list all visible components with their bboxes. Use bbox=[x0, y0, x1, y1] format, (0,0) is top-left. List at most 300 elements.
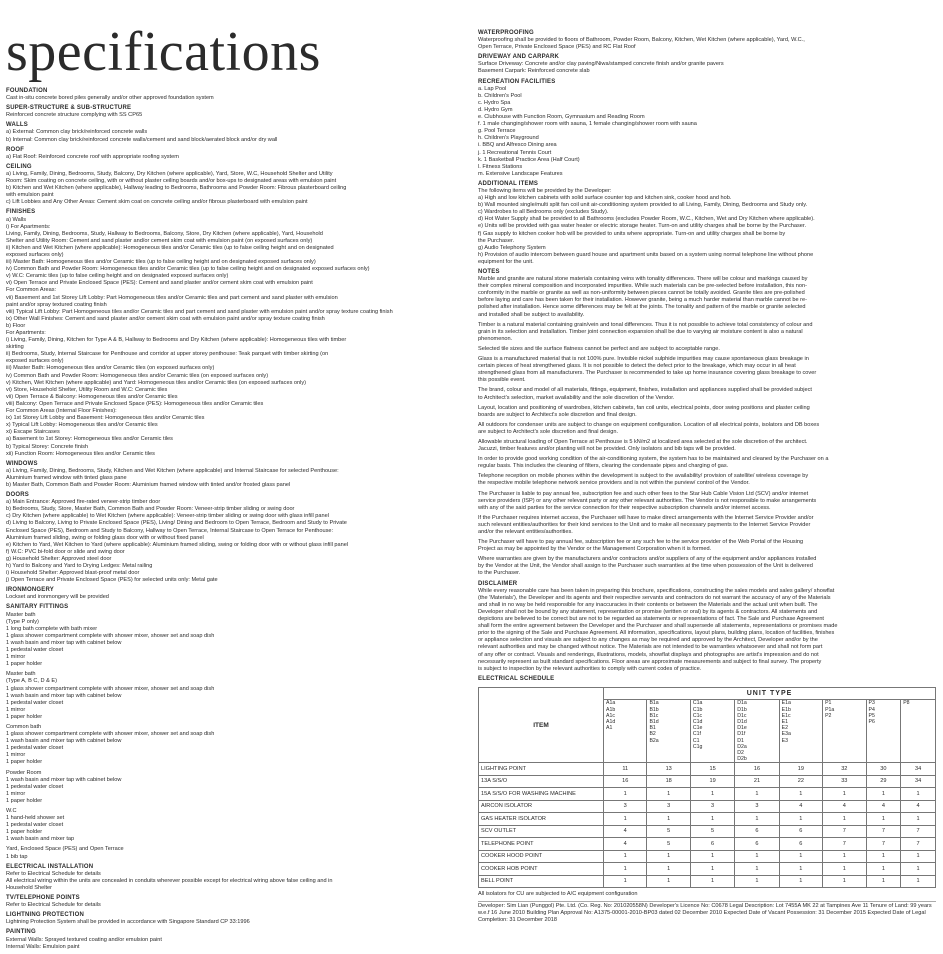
table-cell: 1 bbox=[735, 863, 779, 876]
row-item-label: AIRCON ISOLATOR bbox=[479, 800, 604, 813]
section-line: with emulsion paint bbox=[6, 192, 54, 199]
section-line: 1 paper holder bbox=[6, 797, 43, 804]
section-line: m. Extensive Landscape Features bbox=[478, 170, 563, 177]
section bbox=[6, 105, 454, 119]
section-line: d. Hydro Gym bbox=[478, 106, 513, 113]
table-cell: 1 bbox=[823, 863, 866, 876]
table-cell: 30 bbox=[866, 763, 901, 776]
table-cell: 19 bbox=[779, 763, 822, 776]
table-cell: 1 bbox=[866, 875, 901, 888]
section-line: or appliance selection and visuals are subject to any changes as may be required and approved by the Architect, Developer and/or by the bbox=[478, 637, 818, 644]
table-cell: 34 bbox=[901, 775, 936, 788]
table-cell: 16 bbox=[604, 775, 647, 788]
section-line: b) Kitchen and Wet Kitchen (where applicable), Hallway leading to Bedrooms, Bathrooms and Powder Room: Fibrous plasterboard ceiling bbox=[6, 185, 347, 192]
table-cell: 1 bbox=[823, 788, 866, 801]
section-heading: CEILING bbox=[6, 163, 32, 170]
unit-type-label: D1c bbox=[737, 712, 747, 719]
page-title: specifications bbox=[6, 21, 321, 83]
section-line: 1 pedestal water closet bbox=[6, 783, 64, 790]
table-cell: 1 bbox=[690, 813, 734, 826]
section-line: g. Pool Terrace bbox=[478, 128, 516, 135]
section-line: 1 mirror bbox=[6, 654, 26, 661]
section bbox=[478, 676, 936, 683]
section-line: and shall in no way be held responsible for any inaccuracies in their contents or between the Materials and the actual unit when built. The bbox=[478, 601, 818, 608]
developer-footer: Developer: Sim Lian (Punggol) Pte. Ltd. (Co. Reg. No: 201020558N) Developer's Licence No: C0678 Legal Description: Lot 7455A MK 22 at Tampines Ave 11 Tenure of Land: 99 years w.e.f 16 June 2010 Building Plan Approval No: A1375-00001-2010-BP03 dated 02 December 2010 Expected Date of Vacant Possession: 31 December 2015 Expected Date of Legal Completion: 31 December 2018 bbox=[478, 903, 932, 924]
table-cell: 1 bbox=[647, 813, 690, 826]
table-cell: 1 bbox=[735, 788, 779, 801]
section bbox=[478, 30, 936, 51]
table-cell: 1 bbox=[604, 863, 647, 876]
section-heading: ROOF bbox=[6, 146, 25, 153]
section-line: and/or the relevant entities/authorities. bbox=[478, 529, 573, 535]
section-line: iv) Common Bath and Powder Room: Homogeneous tiles and/or Ceramic tiles (on exposed surfaces only) bbox=[6, 372, 269, 379]
section-line: f) Gas supply to kitchen cooker hob will be provided to units where appropriate. Turn-on and utility charges shall be borne by bbox=[478, 230, 786, 237]
unit-type-label: A1 bbox=[606, 725, 613, 732]
section-line: such relevant entities/authorities for their kind services to the Unit and to make all necessary payments to the Internet Service Provider bbox=[478, 521, 811, 528]
table-cell: 1 bbox=[690, 863, 734, 876]
table-cell: 1 bbox=[647, 850, 690, 863]
unit-type-label: D2b bbox=[737, 756, 747, 763]
section-line: 1 pedestal water closet bbox=[6, 745, 64, 752]
section-line: While every reasonable care has been taken in preparing this brochure, specifications, constructing the sales models and sales gallery/ showflat bbox=[478, 587, 835, 594]
section-line: a) External: Common clay brick/reinforced concrete walls bbox=[6, 129, 148, 136]
unit-type-label: E3 bbox=[781, 737, 788, 744]
section-line: (the 'Materials'), the Developer and its agents and their respective servants and contractors do not warrant the accuracy of any of the Materials bbox=[478, 594, 831, 601]
section-heading: NOTES bbox=[478, 269, 500, 275]
table-cell: 5 bbox=[647, 838, 690, 851]
table-cell: 1 bbox=[735, 813, 779, 826]
unit-type-label: E1c bbox=[781, 712, 791, 719]
unit-type-label: B1b bbox=[649, 706, 659, 713]
table-cell: 6 bbox=[779, 838, 822, 851]
row-item-label: COOKER HOOD POINT bbox=[479, 850, 604, 863]
table-cell: 1 bbox=[647, 788, 690, 801]
table-cell: 15 bbox=[690, 763, 734, 776]
table-cell: 1 bbox=[901, 850, 936, 863]
section-heading: PAINTING bbox=[6, 929, 36, 936]
table-cell: 1 bbox=[604, 788, 647, 801]
section-line: 1 pedestal water closet bbox=[6, 822, 64, 829]
section-heading: ELECTRICAL INSTALLATION bbox=[6, 863, 94, 870]
unit-type-label: P1 bbox=[825, 700, 832, 707]
unit-type-label: D1d bbox=[737, 718, 747, 725]
section-heading: SUPER-STRUCTURE & SUB-STRUCTURE bbox=[6, 105, 132, 112]
section-line: to Architect's selection, market availability and the sole discretion of the Vendor. bbox=[478, 394, 675, 401]
table-cell: 6 bbox=[735, 838, 779, 851]
unit-type-label: A1a bbox=[606, 700, 616, 707]
section bbox=[6, 147, 454, 161]
section-line: strengthened glass from all manufacturers. The Purchaser is recommended to take up home insurance covering glass breakage to cover bbox=[478, 370, 817, 377]
right-column bbox=[478, 30, 936, 924]
section-line: a) Flat Roof: Reinforced concrete roof with appropriate roofing system bbox=[6, 153, 179, 160]
unit-type-label: D2a bbox=[737, 743, 747, 750]
table-cell: 1 bbox=[779, 875, 822, 888]
table-cell: 1 bbox=[604, 850, 647, 863]
section-line: b) Bedrooms, Study, Store, Master Bath, Common Bath and Powder Room: Veneer-strip timber sliding or swing door bbox=[6, 506, 295, 513]
unit-type-label: E1b bbox=[781, 706, 791, 713]
table-cell: 7 bbox=[901, 825, 936, 838]
section-line: are subject to Architect's sole discretion and final design. bbox=[478, 428, 619, 435]
section-line: Open Terrace, Private Enclosed Space (PES) and RC Flat Roof bbox=[478, 44, 636, 51]
section-line: h) Yard to Balcony and Yard to Drying Ledges: Metal railing bbox=[6, 563, 153, 569]
table-cell: 1 bbox=[866, 863, 901, 876]
section-line: ii) Bedrooms, Study, Internal Staircase for Penthouse and corridor at upper storey penthouse: Teak parquet with timber skirting (on bbox=[6, 351, 329, 358]
unit-type-label: D1a bbox=[737, 700, 747, 707]
unit-type-label: C1e bbox=[692, 725, 703, 732]
section-heading: RECREATION FACILITIES bbox=[478, 78, 556, 85]
section-line: vi) Open Terrace and Private Enclosed Space (PES): Cement and sand plaster and/or cement skim coat with emulsion paint bbox=[6, 280, 313, 287]
table-cell: 7 bbox=[901, 838, 936, 851]
section-line: k. 1 Basketball Practice Area (Half Court) bbox=[478, 156, 580, 163]
table-cell: 1 bbox=[901, 813, 936, 826]
table-cell: 29 bbox=[866, 775, 901, 788]
table-row bbox=[479, 850, 936, 863]
section-line: iii) Master Bath: Homogeneous tiles and/or Ceramic tiles (up to false ceiling height and on designated exposed surfaces only) bbox=[6, 259, 316, 266]
section-line: xii) Function Room: Homogeneous tiles and/or Ceramic tiles bbox=[6, 450, 155, 457]
section-line: 1 glass shower compartment complete with shower mixer, shower set and soap dish bbox=[6, 632, 215, 639]
table-cell: 4 bbox=[823, 800, 866, 813]
table-row bbox=[479, 825, 936, 838]
section-line: j. 1 Recreational Tennis Court bbox=[478, 149, 552, 156]
table-cell: 7 bbox=[823, 825, 866, 838]
section-line: Lightning Protection System shall be provided in accordance with Singapore Standard CP 33:1996 bbox=[6, 919, 250, 926]
unit-type-label: D1e bbox=[737, 725, 747, 732]
section bbox=[478, 581, 936, 673]
section-line: Waterproofing shall be provided to floors of Bathroom, Powder Room, Balcony, Kitchen, Wet Kitchen (where applicable), Yard, W.C., bbox=[478, 37, 805, 44]
section bbox=[6, 929, 454, 950]
section-line: phenomenon. bbox=[478, 335, 513, 342]
section-line: 1 paper holder bbox=[6, 829, 43, 836]
table-cell: 4 bbox=[604, 825, 647, 838]
electrical-schedule-table bbox=[478, 687, 936, 889]
section-line: with any of the said parties for the service connection for their respective subscription channels and/or internet access. bbox=[478, 504, 771, 511]
section-line: a) Walls bbox=[6, 216, 26, 223]
section bbox=[478, 54, 936, 75]
unit-type-label: P2 bbox=[825, 712, 832, 719]
section-line: b) Typical Storey: Concrete finish bbox=[6, 443, 88, 450]
section-line: vi) Store, Household Shelter, Utility Room and W.C: Ceramic tiles bbox=[6, 386, 168, 393]
unit-type-label: P4 bbox=[868, 706, 875, 713]
section-line: 1 wash basin and mixer tap with cabinet below bbox=[6, 738, 122, 745]
table-cell: 1 bbox=[779, 788, 822, 801]
table-cell: 1 bbox=[866, 813, 901, 826]
section-line: 1 mirror bbox=[6, 706, 26, 713]
unit-type-label: D1b bbox=[737, 706, 747, 713]
section-heading: SANITARY FITTINGS bbox=[6, 604, 69, 611]
row-item-label: 15A S/S/O FOR WASHING MACHINE bbox=[479, 788, 604, 801]
section bbox=[6, 492, 454, 584]
table-cell: 1 bbox=[647, 875, 690, 888]
unit-type-column-header bbox=[901, 700, 936, 763]
section-line: exposed surfaces only) bbox=[6, 251, 64, 258]
table-cell: 1 bbox=[604, 813, 647, 826]
unit-type-label: D1f bbox=[737, 731, 746, 738]
section-line: Aluminium framed window with tinted glass pane bbox=[6, 474, 127, 481]
section-heading: WALLS bbox=[6, 122, 28, 129]
row-item-label: 13A S/S/O bbox=[479, 775, 604, 788]
table-cell: 33 bbox=[823, 775, 866, 788]
section-line: l. Fitness Stations bbox=[478, 163, 523, 170]
unit-type-column-header bbox=[604, 700, 647, 763]
section-line: Reinforced concrete structure complying with SS CP65 bbox=[6, 112, 143, 119]
section-line: b. Children's Pool bbox=[478, 92, 522, 99]
section-line: ix) 1st Storey Lift Lobby and Basement: Homogeneous tiles and/or Ceramic tiles bbox=[6, 415, 205, 422]
table-cell: 22 bbox=[779, 775, 822, 788]
section-line: Living, Family, Dining, Bedrooms, Study, Hallway to Bedrooms, Balcony, Store, Dry Kitchen (where applicable), Yard, Household bbox=[6, 230, 323, 237]
section-line: (Type A, B C, D & E) bbox=[6, 678, 57, 685]
section-line: For Common Areas: bbox=[6, 287, 57, 294]
section-heading: DISCLAIMER bbox=[478, 580, 518, 587]
section-line: Yard, Enclosed Space (PES) and Open Terrace bbox=[6, 846, 124, 853]
table-cell: 1 bbox=[690, 850, 734, 863]
section-line: b) Wall mounted single/multi split fan coil unit air-conditioning system provided to all Living, Family, Dining, Bedrooms and Study only. bbox=[478, 202, 808, 209]
section-line: by the Vendor at the Unit, the Vendor shall assign to the Purchaser such warranties at the time when possession of the Unit is delivered bbox=[478, 563, 813, 570]
table-cell: 19 bbox=[690, 775, 734, 788]
section-line: i. BBQ and Alfresco Dining area bbox=[478, 142, 557, 149]
section-line: Timber is a natural material containing grain/vein and tonal differences. Thus it is not possible to achieve total consistency of colour and bbox=[478, 321, 813, 328]
section-line: c. Hydro Spa bbox=[478, 99, 511, 106]
section-line: Jacuzzi, timber features and/or planting will not be provided. Only isolators and bib taps will be provided. bbox=[478, 446, 736, 453]
section-line: viii) Balcony: Open Terrace and Private Enclosed Space (PES): Homogeneous tiles and/or Ceramic tiles bbox=[6, 400, 264, 407]
section-line: iv) Common Bath and Powder Room: Homogeneous tiles and/or Ceramic tiles (up to false ceiling height and on designated exposed surfaces only) bbox=[6, 266, 370, 273]
row-item-label: SCV OUTLET bbox=[479, 825, 604, 838]
unit-type-label: B2 bbox=[649, 731, 656, 738]
section-line: All electrical wiring within the units are concealed in conduits wherever possible except for electrical wiring above false ceiling and in bbox=[6, 877, 333, 884]
section-line: 1 bib tap bbox=[6, 853, 28, 860]
table-row bbox=[479, 763, 936, 776]
section-line: a) Living, Family, Dining, Bedrooms, Study, Kitchen and Wet Kitchen (where applicable) and Internal Staircase for selected Penthouse: bbox=[6, 467, 339, 474]
section-line: Glass is a manufactured material that is not 100% pure. Invisible nickel sulphide impurities may cause spontaneous glass breakage in bbox=[478, 356, 809, 363]
left-column bbox=[6, 88, 454, 954]
section-line: regular basis. This includes the cleaning of filters, clearing the condensate pipes and charging of gas. bbox=[478, 463, 729, 470]
section-heading: LIGHTNING PROTECTION bbox=[6, 912, 84, 919]
section-line: e. Clubhouse with Function Room, Gymnasium and Reading Room bbox=[478, 114, 645, 121]
section-line: The Purchaser is liable to pay annual fee, subscription fee and such other fees to the Star Hub Cable Vision Ltd (SCV) and/or internet bbox=[478, 490, 809, 497]
section-line: their complex mineral composition and incorporated impurities. While such materials can be pre-selected before installation, this non- bbox=[478, 283, 807, 290]
table-cell: 1 bbox=[901, 788, 936, 801]
section-line: Aluminium framed sliding, swing or folding glass door with or without fixed panel bbox=[6, 534, 204, 541]
section bbox=[6, 864, 454, 892]
section-line: Internal Walls: Emulsion paint bbox=[6, 943, 80, 950]
section-line: a) Main Entrance: Approved fire-rated veneer-strip timber door bbox=[6, 499, 161, 506]
table-cell: 4 bbox=[901, 800, 936, 813]
section bbox=[6, 209, 454, 457]
table-cell: 1 bbox=[779, 813, 822, 826]
section-line: If the Purchaser requires internet access, the Purchaser will have to make direct arrangements with the Internet Service Provider and/or bbox=[478, 514, 814, 521]
table-cell: 4 bbox=[779, 800, 822, 813]
unit-type-label: A1c bbox=[606, 712, 615, 719]
section-line: x) Typical Lift Lobby: Homogeneous tiles and/or Ceramic tiles bbox=[6, 422, 158, 429]
section bbox=[478, 79, 936, 178]
section-line: Basement Carpark: Reinforced concrete slab bbox=[478, 68, 590, 75]
table-row bbox=[479, 775, 936, 788]
unit-type-column-header bbox=[735, 700, 779, 763]
unit-type-label: P3 bbox=[868, 700, 875, 707]
section-line: skirting bbox=[6, 344, 24, 351]
section-line: shall form the entire agreement between the Developer and the Purchaser and shall supersede all statements, representations or promises made bbox=[478, 623, 838, 630]
table-row bbox=[479, 838, 936, 851]
table-row bbox=[479, 788, 936, 801]
unit-type-label: E1a bbox=[781, 700, 791, 707]
table-cell: 4 bbox=[866, 800, 901, 813]
section-line: Marble and granite are natural stone materials containing veins with tonality differences. There will be colour and markings caused by bbox=[478, 276, 808, 283]
section-line: h. Children's Playground bbox=[478, 135, 539, 142]
unit-type-label: C1a bbox=[692, 700, 703, 707]
unit-type-label: P8 bbox=[903, 700, 910, 707]
section-line: d) Hot Water Supply shall be provided to all Bathrooms (excludes Powder Room, W.C., Kitchen, Wet and Dry Kitchen where applicable). bbox=[478, 216, 815, 223]
section-line: grain in its selection and installation. Timber joint connection expansion shall be due to varying air moisture content is also a natural bbox=[478, 328, 803, 335]
section-line: exposed surfaces only) bbox=[6, 358, 64, 365]
section-line: xi) Escape Staircases bbox=[6, 429, 60, 436]
section-line: 1 glass shower compartment complete with shower mixer, shower set and soap dish bbox=[6, 685, 215, 692]
section-line: 1 paper holder bbox=[6, 759, 43, 766]
unit-type-label: B1a bbox=[649, 700, 659, 707]
section-line: i) For Apartments: bbox=[6, 223, 51, 230]
table-cell: 1 bbox=[823, 813, 866, 826]
section-line: 1 wash basin and mixer tap with cabinet below bbox=[6, 639, 122, 646]
section-line: the respective mobile telephone network service providers and is not within the purview/ control of the Vendor. bbox=[478, 480, 750, 487]
section bbox=[6, 895, 454, 909]
section-line: this possible event. bbox=[478, 377, 526, 384]
section-line: depictions are believed to be correct but are not to be regarded as statements or representations of fact. The Sale and Purchase Agreement bbox=[478, 616, 824, 623]
table-cell: 16 bbox=[735, 763, 779, 776]
unit-type-label: B1 bbox=[649, 725, 656, 732]
section-line: i) Living, Family, Dining, Kitchen for Type A & B, Hallway to Bedrooms and Dry Kitchen (where applicable): Homogeneous tiles with timber bbox=[6, 337, 347, 344]
section-line: f. 1 male changing/shower room with sauna, 1 female changing/shower room with sauna bbox=[478, 121, 697, 128]
unit-type-column-header bbox=[779, 700, 822, 763]
section-line: The brand, colour and model of all materials, fittings, equipment, finishes, installation and appliances supplied shall be provided subject bbox=[478, 387, 812, 394]
section-line: Developer shall not be bound by any statement, representation or promise (written or oral) by its agents & contractors. All statements and bbox=[478, 608, 818, 615]
table-cell: 1 bbox=[735, 875, 779, 888]
section-line: paint and/or spray textured coating finish bbox=[6, 301, 107, 308]
section-heading: FOUNDATION bbox=[6, 88, 48, 94]
section-line: conformity in the marble or granite as well as non-uniformity between pieces cannot be totally avoided. Granite tiles are pre-polished bbox=[478, 290, 805, 297]
section-line: is subject to inspection by the relevant authorities to comply with current codes of practice. bbox=[478, 665, 702, 672]
table-cell: 3 bbox=[647, 800, 690, 813]
table-cell: 21 bbox=[735, 775, 779, 788]
section bbox=[6, 164, 454, 207]
section-line: i) Household Shelter: Approved blast-proof metal door bbox=[6, 570, 140, 577]
section-line: Household Shelter bbox=[6, 884, 53, 891]
table-cell: 11 bbox=[604, 763, 647, 776]
table-cell: 1 bbox=[901, 863, 936, 876]
unit-type-label: A1b bbox=[606, 706, 616, 713]
table-cell: 7 bbox=[866, 838, 901, 851]
unit-type-label: C1c bbox=[692, 712, 703, 719]
table-cell: 5 bbox=[690, 825, 734, 838]
section-heading: ELECTRICAL SCHEDULE bbox=[478, 675, 555, 682]
table-cell: 3 bbox=[735, 800, 779, 813]
section-line: viii) Typical Lift Lobby: Part Homogeneous tiles and/or Ceramic tiles and part cement and sand plaster with emulsion paint and/or spray texture coating finish bbox=[6, 308, 393, 315]
section-heading: ADDITIONAL ITEMS bbox=[478, 180, 539, 187]
section-line: 1 mirror bbox=[6, 752, 26, 759]
section-line: 1 mirror bbox=[6, 790, 26, 797]
section-line: d) Living to Balcony, Living to Private Enclosed Space (PES), Living/ Dining and Bedroom to Open Terrace, Bedroom and Study to Private bbox=[6, 520, 347, 527]
section-line: Room: Skim coating on concrete ceiling, with or without plaster ceiling boards and/or box-ups to designated areas with emulsion paint bbox=[6, 178, 337, 185]
section-line: 1 pedestal water closet bbox=[6, 647, 64, 654]
section-line: In order to provide good working condition of the air-conditioning system, the system has to be maintained and cleaned by the Purchaser on a bbox=[478, 456, 829, 463]
section-line: ii) Kitchen and Wet Kitchen (where applicable): Homogeneous tiles and/or Ceramic tiles (up to false ceiling height and on designated bbox=[6, 244, 334, 251]
unit-type-column-header bbox=[823, 700, 866, 763]
section-line: Enclosed Space (PES), Bedroom and Study to Balcony, Hallway to Open Terrace, Internal Staircase to Open Terrace for Penthouse: bbox=[6, 527, 334, 534]
section-line: c) Lift Lobbies and Any Other Areas: Cement skim coat on concrete ceiling and/or fibrous plasterboard with emulsion paint bbox=[6, 199, 308, 206]
table-cell: 1 bbox=[779, 863, 822, 876]
table-cell: 6 bbox=[735, 825, 779, 838]
section-heading: DOORS bbox=[6, 492, 30, 499]
section-line: prior to the signing of the Sale and Purchase Agreement. All information, specifications, layout plans, building plans, location of facilities, finishes bbox=[478, 630, 835, 637]
section-line: Layout, location and positioning of wardrobes, kitchen cabinets, fan coil units, electrical points, door swing positions and plaster ceiling bbox=[478, 404, 810, 411]
section-heading: WINDOWS bbox=[6, 460, 38, 467]
table-row bbox=[479, 813, 936, 826]
table-cell: 6 bbox=[690, 838, 734, 851]
table-note: All isolators for CU are subjected to A/C equipment configuration bbox=[478, 891, 638, 898]
table-cell: 7 bbox=[823, 838, 866, 851]
section-line: j) Open Terrace and Private Enclosed Space (PES) for selected units only: Metal gate bbox=[6, 577, 218, 584]
section-line: certain pieces of heat strengthened glass. It is not possible to detect the defect prior to the breakage, which may occur in all heat bbox=[478, 363, 796, 370]
section-line: and installed shall be subject to availability. bbox=[478, 311, 585, 318]
section-line: (Type P only) bbox=[6, 618, 39, 625]
section bbox=[6, 912, 454, 926]
section-line: Lockset and ironmongery will be provided bbox=[6, 594, 109, 601]
table-cell: 1 bbox=[823, 875, 866, 888]
section-line: c) Dry Kitchen (where applicable) to Wet Kitchen (where applicable): Veneer-strip timber sliding or swing door with glass infill panel bbox=[6, 513, 329, 520]
unit-type-label: D2 bbox=[737, 750, 744, 756]
unit-type-column-header bbox=[647, 700, 690, 763]
unit-type-label: P1a bbox=[825, 706, 835, 713]
section-heading: WATERPROOFING bbox=[478, 30, 534, 36]
table-cell: 1 bbox=[690, 788, 734, 801]
table-cell: 1 bbox=[690, 875, 734, 888]
section-line: vii) Open Terrace & Balcony: Homogeneous tiles and/or Ceramic tiles bbox=[6, 393, 178, 400]
section-line: e) Kitchen to Yard, Wet Kitchen to Yard (where applicable): Aluminium framed sliding, swing or folding door with or without glass infill panel bbox=[6, 541, 349, 548]
unit-type-label: C1 bbox=[692, 737, 700, 744]
row-item-label: GAS HEATER ISOLATOR bbox=[479, 813, 604, 826]
unit-type-label: E1 bbox=[781, 718, 788, 725]
unit-type-label: B1d bbox=[649, 718, 659, 725]
section-line: necessarily represent as built standard specifications. Floor areas are approximate measurements and subject to final survey. The property bbox=[478, 658, 822, 665]
section-line: 1 wash basin and mixer tap bbox=[6, 836, 75, 843]
table-cell: 34 bbox=[901, 763, 936, 776]
section bbox=[6, 122, 454, 143]
unit-type-label: C1b bbox=[692, 706, 703, 713]
section-line: equipment for the unit. bbox=[478, 258, 534, 265]
section-line: v) W.C: Ceramic tiles (up to false ceiling height and on designated exposed surfaces only) bbox=[6, 273, 229, 280]
section-line: 1 paper holder bbox=[6, 661, 43, 668]
table-cell: 1 bbox=[779, 850, 822, 863]
section-line: Master bath bbox=[6, 671, 36, 678]
section-line: All outdoors for condenser units are subject to change on equipment configuration. Location of all electrical points, isolators and DB boxes bbox=[478, 421, 820, 428]
section-line: 1 long bath complete with bath mixer bbox=[6, 625, 98, 632]
section bbox=[6, 604, 454, 860]
section-line: polished after installation. Hence some differences may be felt at the joints. The tonality and pattern of the marble or granite selected bbox=[478, 304, 806, 311]
table-cell: 13 bbox=[647, 763, 690, 776]
section-line: boards are subject to Architect's sole discretion and final design. bbox=[478, 411, 637, 418]
section-line: v) Kitchen, Wet Kitchen (where applicable) and Yard: Homogeneous tiles and/or Ceramic tiles (on exposed surfaces only) bbox=[6, 379, 307, 386]
section-line: vii) Basement and 1st Storey Lift Lobby: Part Homogeneous tiles and/or Ceramic tiles and part cement and sand plaster with emulsion bbox=[6, 294, 338, 301]
section-line: 1 glass shower compartment complete with shower mixer, shower set and soap dish bbox=[6, 731, 215, 738]
section-heading: DRIVEWAY AND CARPARK bbox=[478, 54, 560, 61]
section-line: For Common Areas (Internal Floor Finishes): bbox=[6, 408, 117, 415]
table-cell: 6 bbox=[779, 825, 822, 838]
table-cell: 5 bbox=[647, 825, 690, 838]
table-row bbox=[479, 863, 936, 876]
unit-type-label: E2 bbox=[781, 725, 788, 732]
table-cell: 1 bbox=[735, 850, 779, 863]
section-line: Master bath bbox=[6, 611, 36, 618]
divider bbox=[478, 901, 936, 902]
table-cell: 18 bbox=[647, 775, 690, 788]
section-line: 1 hand-held shower set bbox=[6, 815, 65, 822]
